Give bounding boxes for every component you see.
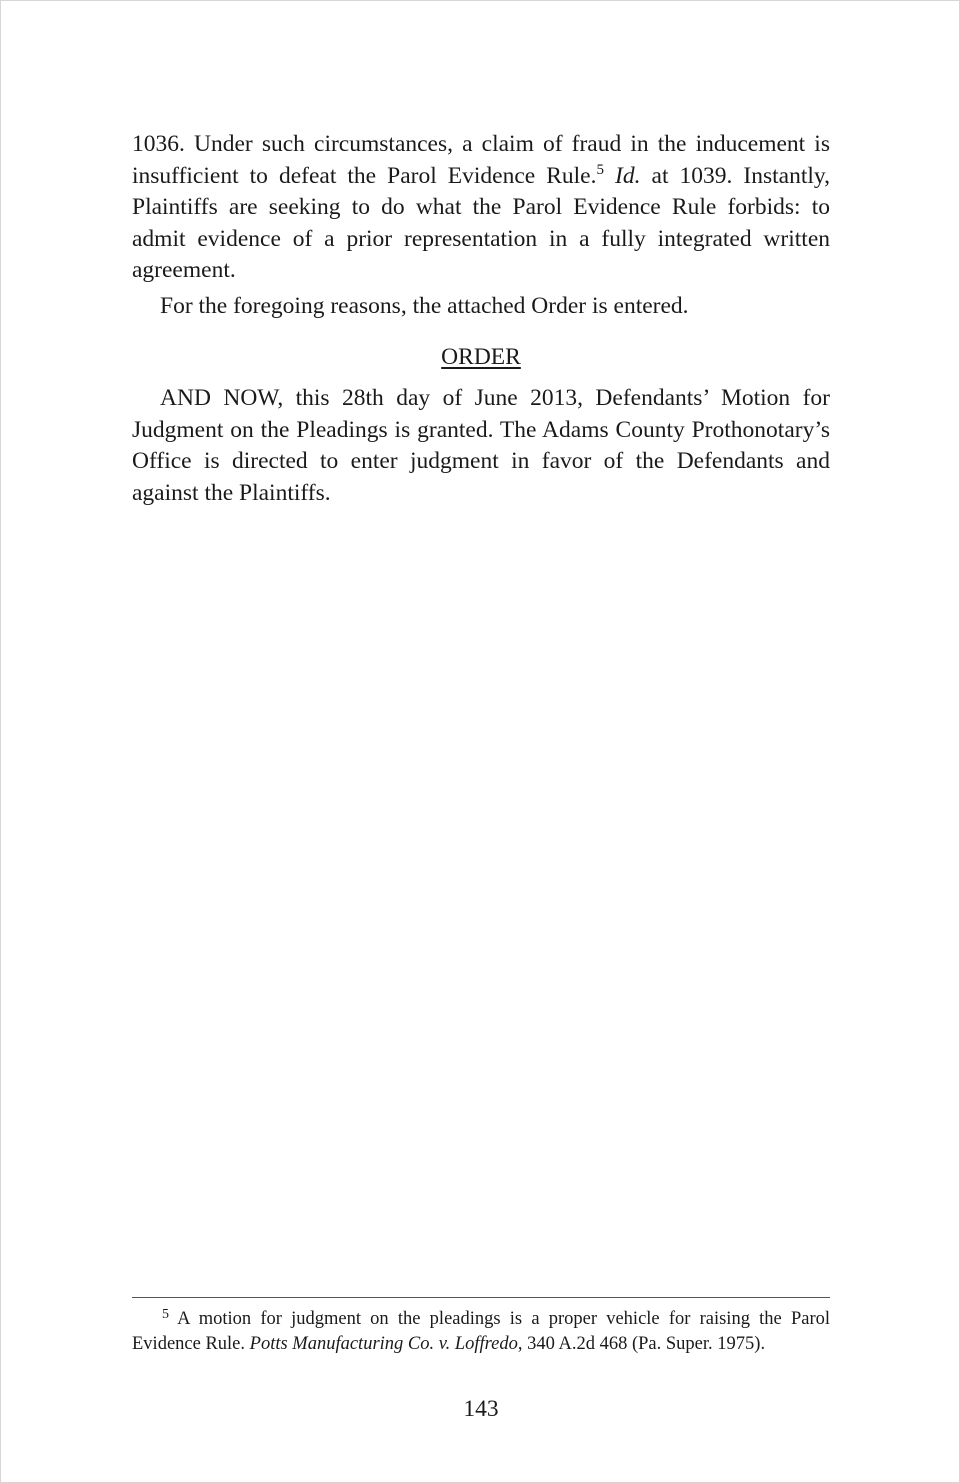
- order-paragraph: AND NOW, this 28th day of June 2013, Defendants’ Motion for Judgment on the Pleadings is granted. The Adams County Prothonotary’s Office is directed to enter judgment in favor of the Defendants and against the Plaintiffs.: [132, 385, 830, 506]
- footnote-case-name: Potts Manufacturing Co. v. Loffredo: [249, 1334, 518, 1354]
- footnote-text-part: , 340 A.2d 468 (Pa. Super. 1975).: [517, 1334, 766, 1354]
- body-paragraph-conclusion: For the foregoing reasons, the attached Order is entered.: [160, 293, 689, 319]
- footnote-divider: [132, 1297, 830, 1298]
- paragraph-text-part: at 1039. Instantly, Plaintiffs are seeking to do what the Parol Evidence Rule forbids: to admit evidence of a prior representation in a fully integrated written agreement.: [132, 162, 831, 284]
- paragraph-text-part: [604, 163, 615, 189]
- order-heading: ORDER: [441, 344, 521, 370]
- citation-id: Id.: [615, 162, 641, 189]
- page-number: 143: [463, 1396, 499, 1422]
- footnote-reference: 5: [596, 161, 604, 178]
- paragraph-text-part: 1036. Under such circumstances, a claim of fraud in the inducement is insufficient to defeat the Parol Evidence Rule.: [132, 131, 830, 189]
- body-paragraph-fraud: [132, 129, 830, 287]
- footnote-text-part: A motion for judgment on the pleadings is a proper vehicle for raising the Parol Evidence Rule.: [132, 1309, 830, 1354]
- footnote-marker: 5: [162, 1307, 169, 1322]
- footnote: [132, 1307, 830, 1357]
